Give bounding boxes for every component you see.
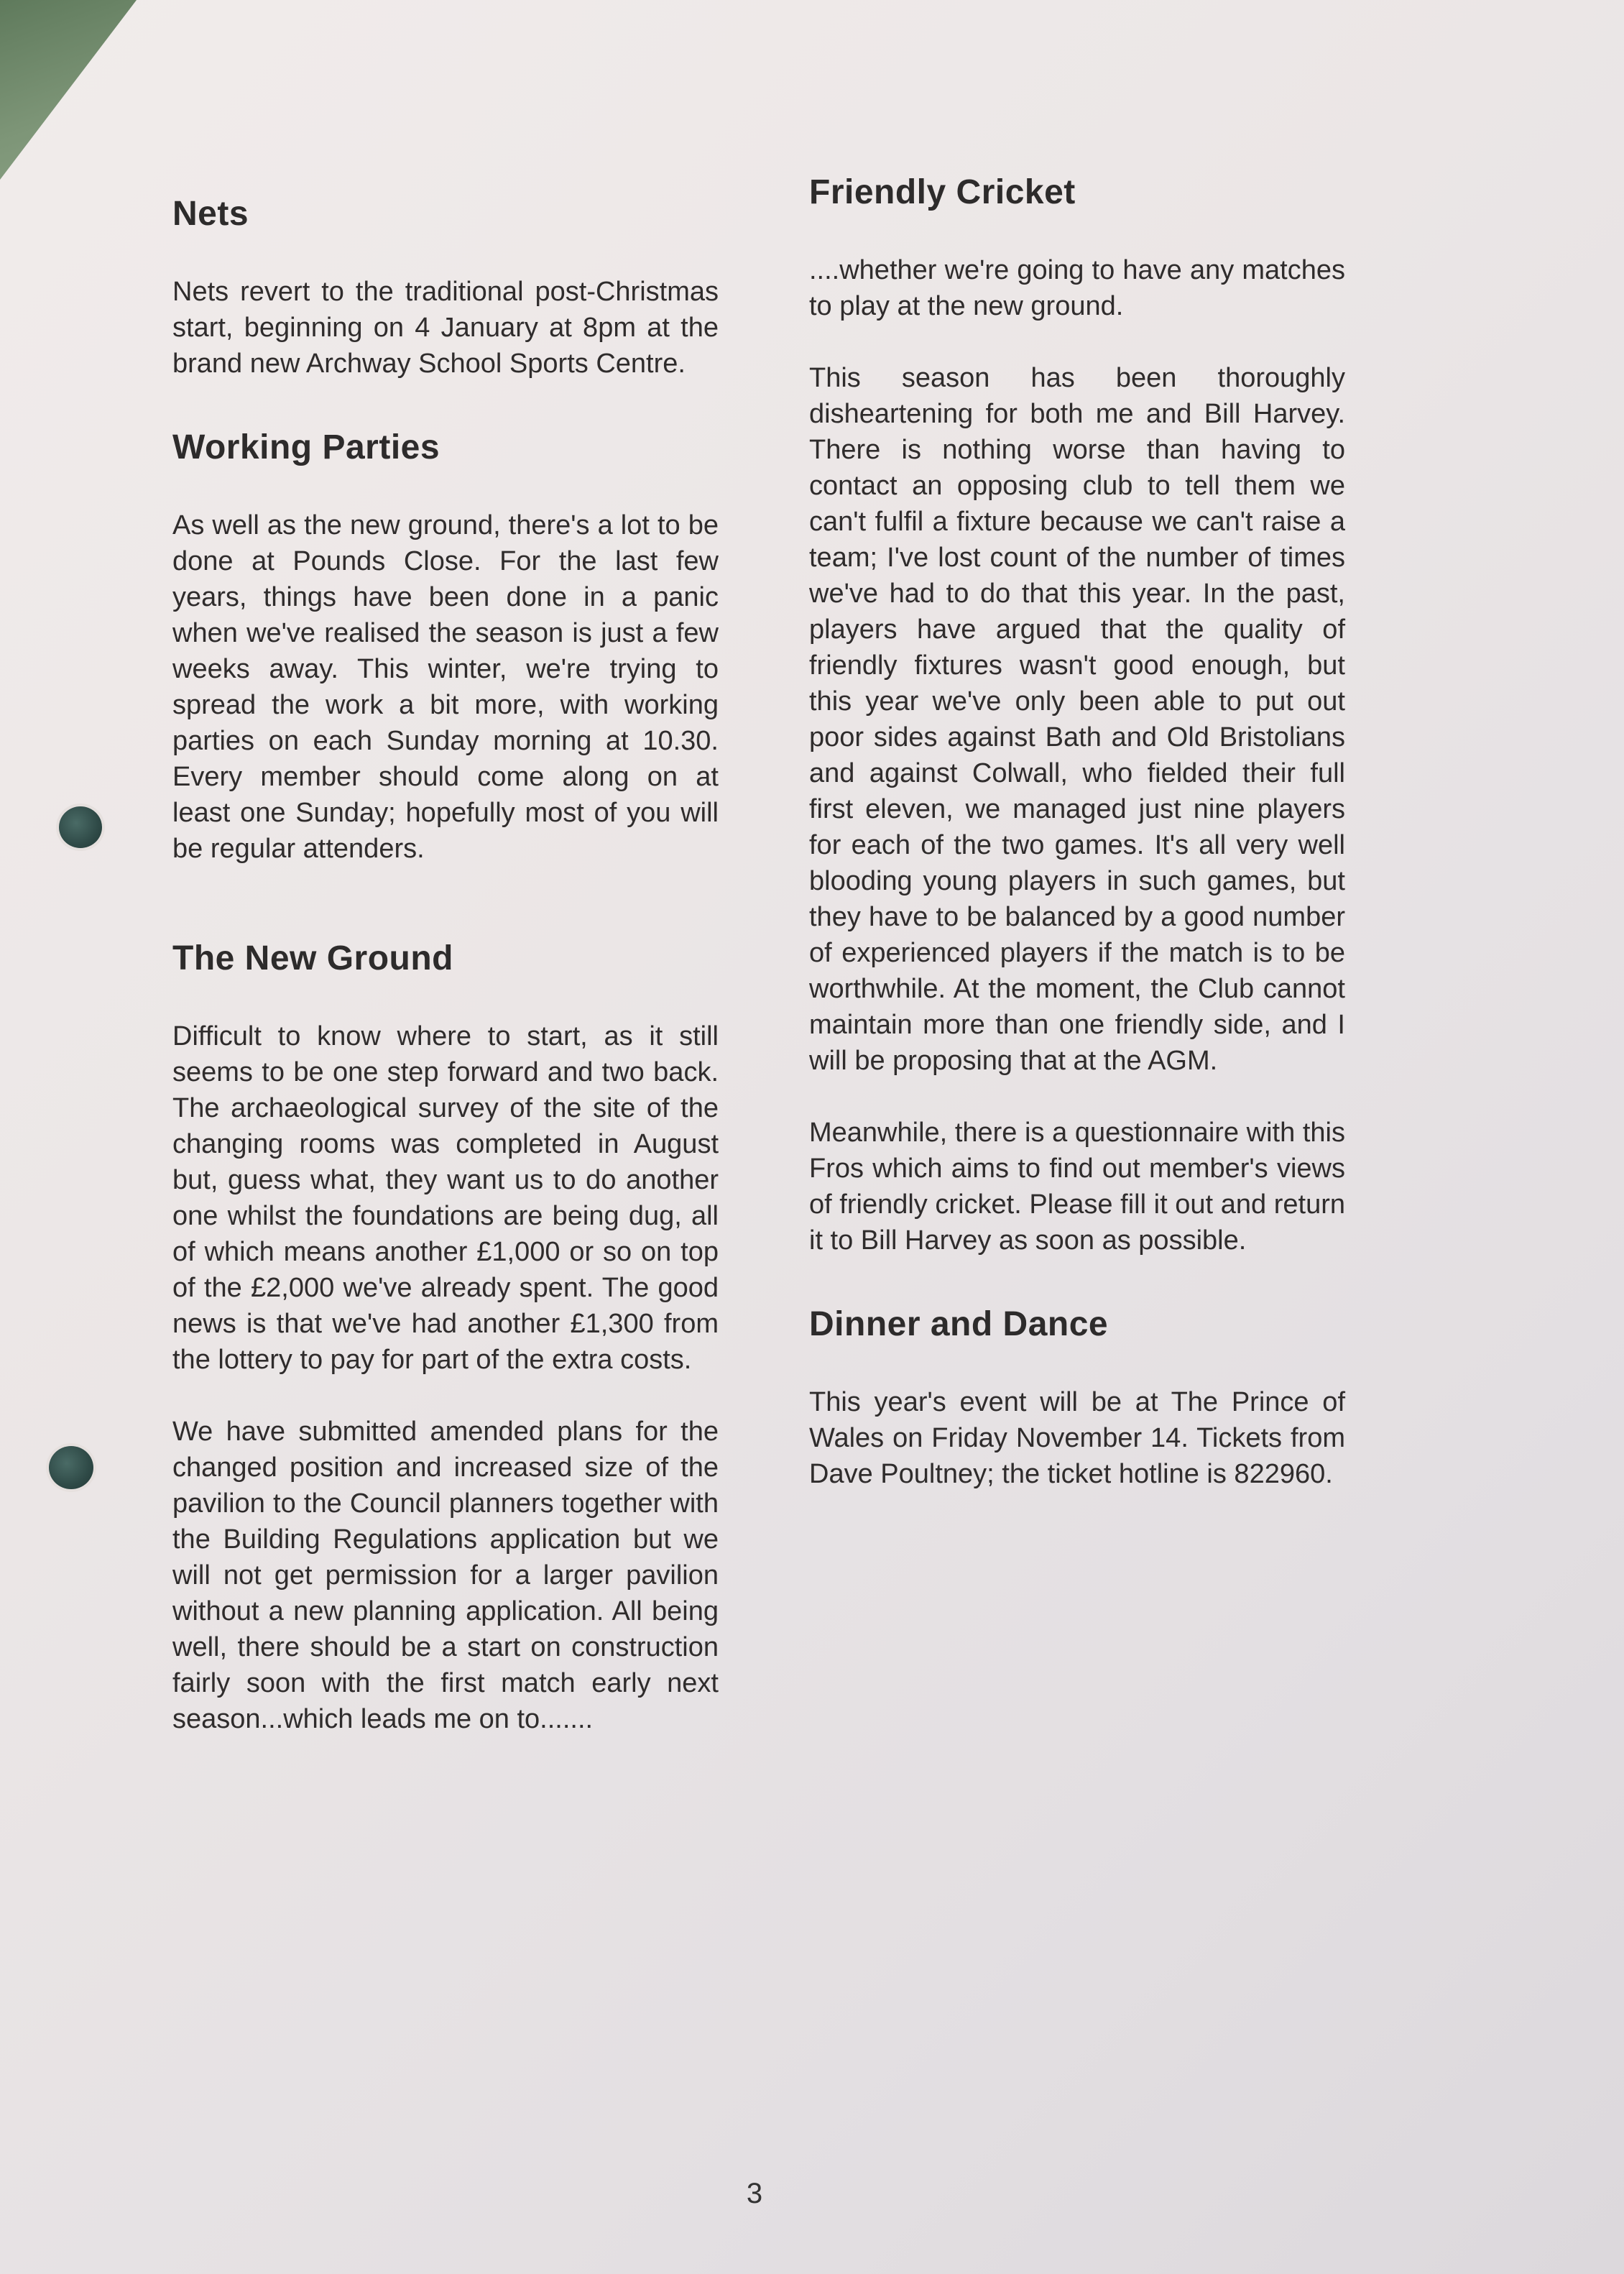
new-ground-heading: The New Ground bbox=[172, 939, 453, 977]
dinner-dance-body: This year's event will be at The Prince of Wales on Friday November 14. Tickets from Dave Poultney; the ticket hotline is 822960. bbox=[809, 1387, 1345, 1489]
new-ground-paragraph-2: We have submitted amended plans for the changed position and increased size of the pavilion to the Council planners together with the Building Regulations application but we will not get permission for a larger pavilion without a new planning application. All being well, there should be a start on construction fairly soon with the first match early next season...which leads me on to....... bbox=[172, 1417, 719, 1734]
page-number: 3 bbox=[746, 2178, 763, 2209]
nets-body: Nets revert to the traditional post-Christmas start, beginning on 4 January at 8pm at the brand new Archway School Sports Centre. bbox=[172, 277, 719, 379]
working-parties-body: As well as the new ground, there's a lot to be done at Pounds Close. For the last few years, things have been done in a panic when we've realised the season is just a few weeks away. This winter, we're trying to spread the work a bit more, with working parties on each Sunday morning at 10.30. Every member should come along on at least one Sunday; hopefully most of you will be regular attenders. bbox=[172, 510, 719, 864]
friendly-cricket-heading: Friendly Cricket bbox=[809, 173, 1076, 211]
background-corner bbox=[0, 0, 137, 180]
nets-heading: Nets bbox=[172, 195, 249, 233]
friendly-cricket-paragraph-3: Meanwhile, there is a questionnaire with this Fros which aims to find out member's views of friendly cricket. Please fill it out and return it to Bill Harvey as soon as possible. bbox=[809, 1118, 1345, 1256]
new-ground-paragraph-1: Difficult to know where to start, as it still seems to be one step forward and two back. The archaeological survey of the site of the changing rooms was completed in August but, guess what, they want us to do another one whilst the foundations are being dug, all of which means another £1,000 or so on top of the £2,000 we've already spent. The good news is that we've had another £1,300 from the lottery to pay for part of the extra costs. bbox=[172, 1021, 719, 1375]
left-column bbox=[172, 194, 719, 1737]
working-parties-heading: Working Parties bbox=[172, 428, 440, 466]
punch-hole bbox=[49, 1446, 93, 1489]
friendly-cricket-paragraph-2: This season has been thoroughly disheartening for both me and Bill Harvey. There is nothing worse than having to contact an opposing club to tell them we can't fulfil a fixture because we can't raise a team; I've lost count of the number of times we've had to do that this year. In the past, players have argued that the quality of friendly fixtures wasn't good enough, but this year we've only been able to put out poor sides against Bath and Old Bristolians and against Colwall, who fielded their full first eleven, we managed just nine players for each of the two games. It's all very well blooding young players in such games, but they have to be balanced by a good number of experienced players if the match is to be worthwhile. At the moment, the Club cannot maintain more than one friendly side, and I will be proposing that at the AGM. bbox=[809, 363, 1345, 1076]
right-column bbox=[809, 172, 1345, 1492]
dinner-dance-heading: Dinner and Dance bbox=[809, 1305, 1109, 1343]
punch-hole bbox=[59, 806, 102, 848]
friendly-cricket-paragraph-1: ....whether we're going to have any matches to play at the new ground. bbox=[809, 255, 1345, 321]
